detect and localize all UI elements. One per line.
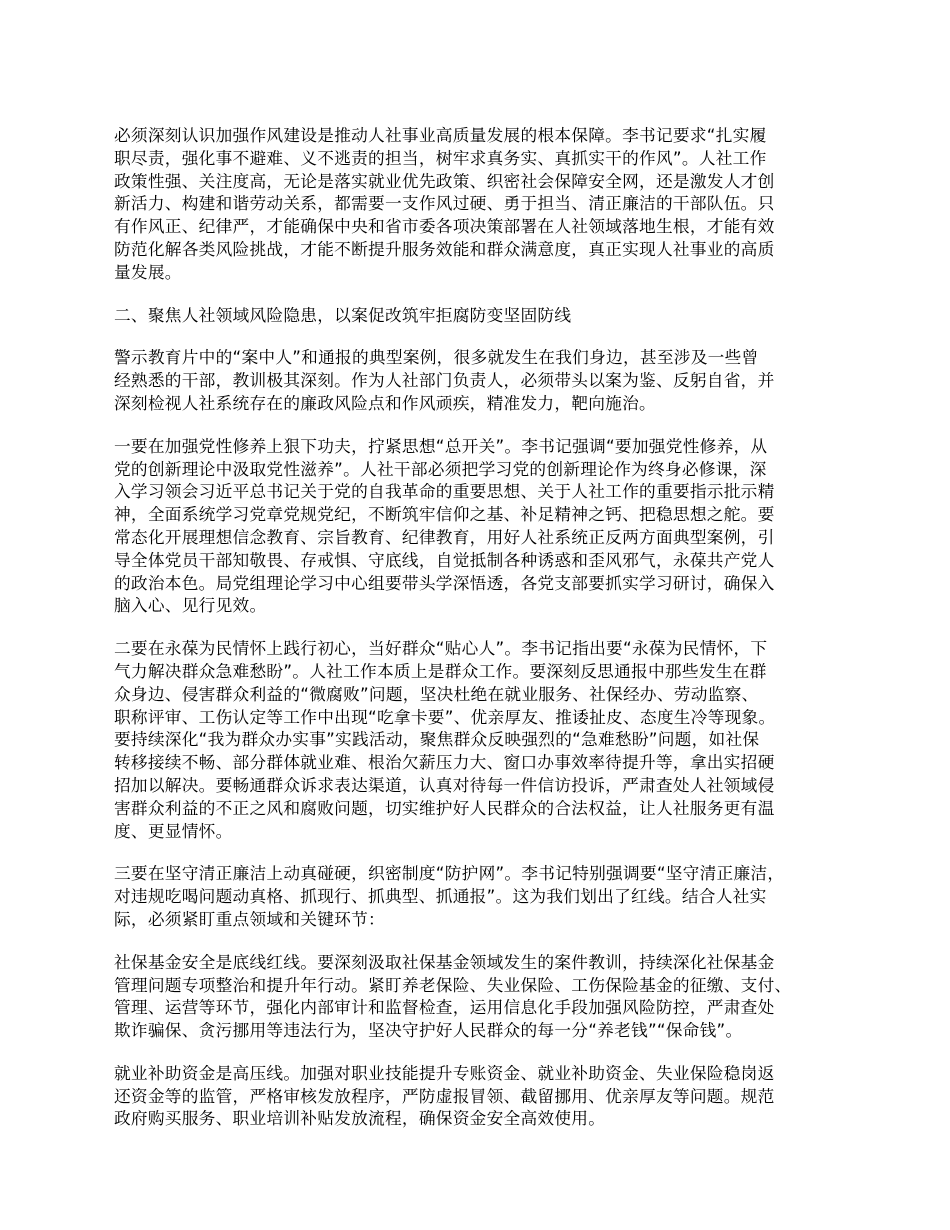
text-line: 脑入心、见行见效。 [114, 595, 267, 616]
text-line: 要持续深化“我为群众办实事”实践活动，聚焦群众反映强烈的“急难愁盼”问题，如社保 [114, 729, 760, 750]
text-line: 职称评审、工伤认定等工作中出现“吃拿卡要”、优亲厚友、推诿扯皮、态度生冷等现象。 [114, 706, 776, 727]
text-line: 二要在永葆为民情怀上践行初心，当好群众“贴心人”。李书记指出要“永葆为民情怀，下 [114, 638, 768, 659]
text-line: 际，必须紧盯重点领域和关键环节： [114, 908, 385, 929]
section-heading-two [114, 304, 851, 327]
paragraph-integrity [114, 862, 851, 930]
text-line: 神，全面系统学习党章党规党纪，不断筑牢信仰之基、补足精神之钙、把稳思想之舵。要 [114, 504, 775, 525]
text-line: 的政治本色。局党组理论学习中心组要带头学深悟透，各党支部要抓实学习研讨，确保入 [114, 572, 775, 593]
heading-text: 二、聚焦人社领域风险隐患，以案促改筑牢拒腐防变坚固防线 [114, 304, 572, 325]
document-body [114, 124, 851, 1130]
text-line: 管理、运营等环节，强化内部审计和监督检查，运用信息化手段加强风险防控，严肃查处 [114, 997, 775, 1018]
text-line: 量发展。 [114, 261, 182, 282]
text-line: 欺诈骗保、贪污挪用等违法行为，坚决守护好人民群众的每一分“养老钱”“保命钱”。 [114, 1020, 743, 1041]
text-line: 一要在加强党性修养上狠下功夫，拧紧思想“总开关”。李书记强调“要加强党性修养，从 [114, 435, 768, 456]
text-line: 对违规吃喝问题动真格、抓现行、抓典型、抓通报”。这为我们划出了红线。结合人社实 [114, 886, 767, 907]
text-line: 就业补助资金是高压线。加强对职业技能提升专账资金、就业补助资金、失业保险稳岗返 [114, 1062, 775, 1083]
text-line: 还资金等的监管，严格审核发放程序，严防虚报冒领、截留挪用、优亲厚友等问题。规范 [114, 1085, 775, 1106]
paragraph-social-insurance-fund [114, 951, 851, 1042]
text-line: 党的创新理论中汲取党性滋养”。人社干部必须把学习党的创新理论作为终身必修课，深 [114, 458, 767, 479]
text-line: 政府购买服务、职业培训补贴发放流程，确保资金安全高效使用。 [114, 1108, 606, 1129]
text-line: 气力解决群众急难愁盼”。人社工作本质上是群众工作。要深刻反思通报中那些发生在群 [114, 660, 767, 681]
text-line: 新活力、构建和谐劳动关系，都需要一支作风过硬、勇于担当、清正廉洁的干部队伍。只 [114, 193, 775, 214]
paragraph-serve-the-people [114, 637, 851, 842]
text-line: 入学习领会习近平总书记关于党的自我革命的重要思想、关于人社工作的重要指示批示精 [114, 481, 775, 502]
text-line: 防范化解各类风险挑战，才能不断提升服务效能和群众满意度，真正实现人社事业的高质 [114, 238, 775, 259]
text-line: 众身边、侵害群众利益的“微腐败”问题，坚决杜绝在就业服务、社保经办、劳动监察、 [114, 683, 759, 704]
text-line: 度、更显情怀。 [114, 820, 233, 841]
text-line: 社保基金安全是底线红线。要深刻汲取社保基金领域发生的案件教训，持续深化社保基金 [114, 951, 775, 972]
paragraph-work-style-guarantee [114, 124, 851, 284]
paragraph-party-spirit [114, 435, 851, 617]
text-line: 经熟悉的干部，教训极其深刻。作为人社部门负责人，必须带头以案为鉴、反躬自省，并 [114, 370, 775, 391]
text-line: 三要在坚守清正廉洁上动真碰硬，织密制度“防护网”。李书记特别强调要“坚守清正廉洁， [114, 863, 785, 884]
paragraph-warning-education [114, 346, 851, 414]
text-line: 管理问题专项整治和提升年行动。紧盯养老保险、失业保险、工伤保险基金的征缴、支付、 [114, 974, 792, 995]
text-line: 有作风正、纪律严，才能确保中央和省市委各项决策部署在人社领域落地生根，才能有效 [114, 216, 775, 237]
text-line: 导全体党员干部知敬畏、存戒惧、守底线，自觉抵制各种诱惑和歪风邪气，永葆共产党人 [114, 549, 775, 570]
text-line: 警示教育片中的“案中人”和通报的典型案例，很多就发生在我们身边，甚至涉及一些曾 [114, 347, 759, 368]
paragraph-employment-subsidy [114, 1062, 851, 1130]
text-line: 政策性强、关注度高，无论是落实就业优先政策、织密社会保障安全网，还是激发人才创 [114, 170, 775, 191]
text-line: 常态化开展理想信念教育、宗旨教育、纪律教育，用好人社系统正反两方面典型案例，引 [114, 526, 775, 547]
text-line: 害群众利益的不正之风和腐败问题，切实维护好人民群众的合法权益，让人社服务更有温 [114, 797, 775, 818]
text-line: 职尽责，强化事不避难、义不逃责的担当，树牢求真务实、真抓实干的作风”。人社工作 [114, 147, 767, 168]
text-line: 转移接续不畅、部分群体就业难、根治欠薪压力大、窗口办事效率待提升等，拿出实招硬 [114, 752, 775, 773]
text-line: 深刻检视人社系统存在的廉政风险点和作风顽疾，精准发力，靶向施治。 [114, 392, 656, 413]
text-line: 招加以解决。要畅通群众诉求表达渠道，认真对待每一件信访投诉，严肃查处人社领域侵 [114, 774, 775, 795]
text-line: 必须深刻认识加强作风建设是推动人社事业高质量发展的根本保障。李书记要求“扎实履 [114, 125, 767, 145]
